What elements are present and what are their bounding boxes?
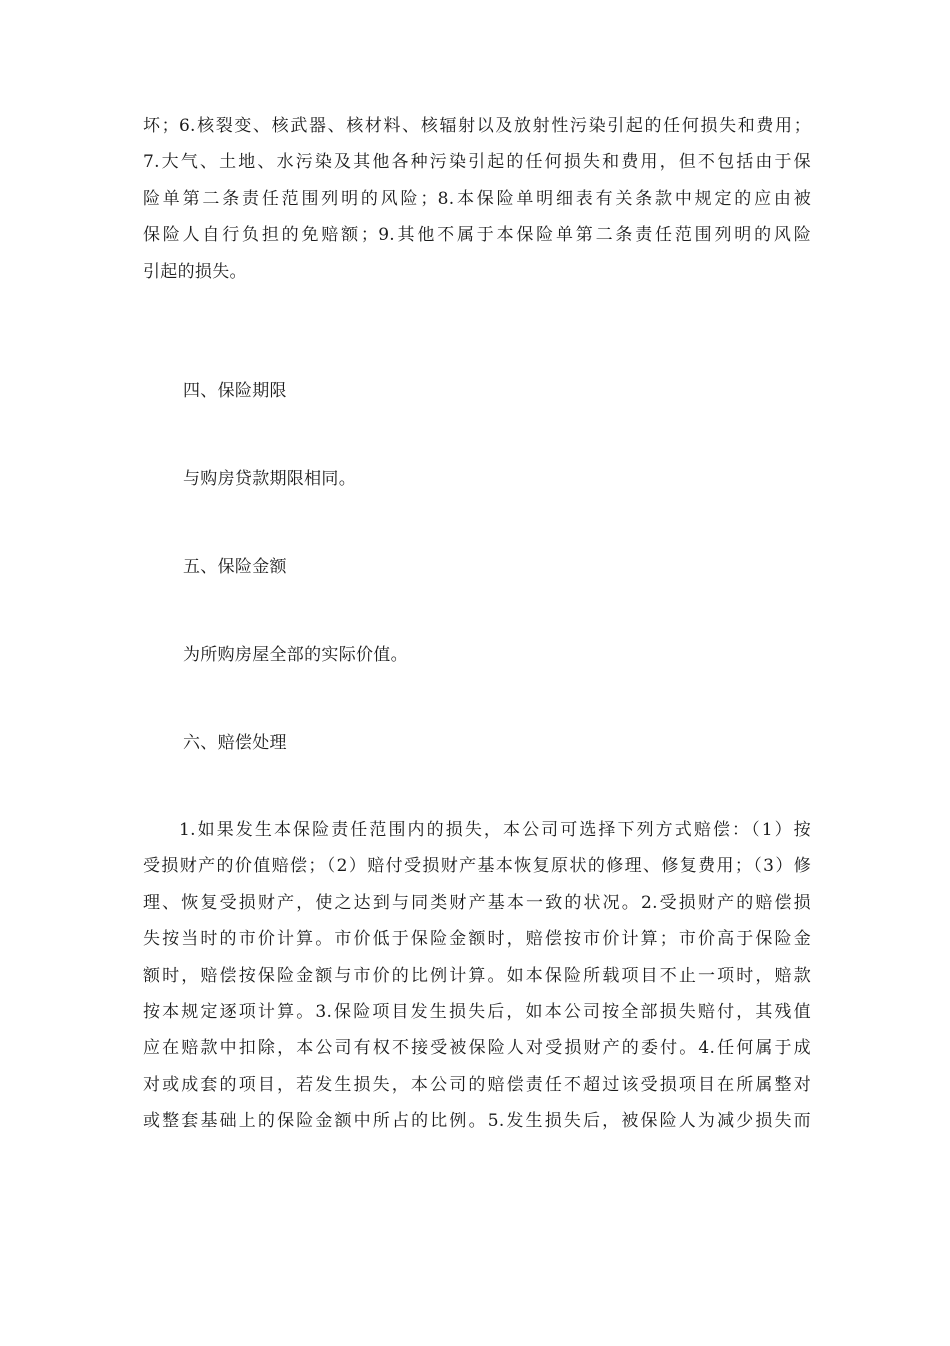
- text-line: 应在赔款中扣除，本公司有权不接受被保险人对受损财产的委付。4.任何属于成: [143, 1038, 811, 1059]
- section-body-insured-amount: 为所购房屋全部的实际价值。: [183, 645, 408, 665]
- text-line: 或整套基础上的保险金额中所占的比例。5.发生损失后，被保险人为减少损失而: [143, 1111, 811, 1132]
- section-heading-claims: 六、赔偿处理: [183, 733, 287, 753]
- section-heading-insurance-period: 四、保险期限: [183, 381, 287, 401]
- text-line: 对或成套的项目，若发生损失，本公司的赔偿责任不超过该受损项目在所属整对: [143, 1074, 811, 1095]
- text-line: 险单第二条责任范围列明的风险；8.本保险单明细表有关条款中规定的应由被: [143, 188, 811, 209]
- text-line: 受损财产的价值赔偿；（2）赔付受损财产基本恢复原状的修理、修复费用；（3）修: [143, 856, 811, 877]
- text-line: 理、恢复受损财产，使之达到与同类财产基本一致的状况。2.受损财产的赔偿损: [143, 892, 811, 913]
- section-heading-insured-amount: 五、保险金额: [183, 557, 287, 577]
- section-body-insurance-period: 与购房贷款期限相同。: [183, 469, 356, 489]
- text-line: 7.大气、土地、水污染及其他各种污染引起的任何损失和费用，但不包括由于保: [143, 152, 811, 173]
- claims-paragraph: [143, 812, 811, 1140]
- text-line: 坏；6.核裂变、核武器、核材料、核辐射以及放射性污染引起的任何损失和费用；: [143, 116, 811, 136]
- text-line: 额时，赔偿按保险金额与市价的比例计算。如本保险所载项目不止一项时，赔款: [143, 965, 811, 986]
- exclusions-paragraph: [143, 108, 811, 290]
- text-line: 按本规定逐项计算。3.保险项目发生损失后，如本公司按全部损失赔付，其残值: [143, 1002, 811, 1023]
- text-line: 引起的损失。: [143, 261, 247, 282]
- text-line: 保险人自行负担的免赔额；9.其他不属于本保险单第二条责任范围列明的风险: [143, 225, 811, 246]
- text-line: 1.如果发生本保险责任范围内的损失，本公司可选择下列方式赔偿：（1）按: [179, 820, 811, 840]
- text-line: 失按当时的市价计算。市价低于保险金额时，赔偿按市价计算；市价高于保险金: [143, 929, 811, 950]
